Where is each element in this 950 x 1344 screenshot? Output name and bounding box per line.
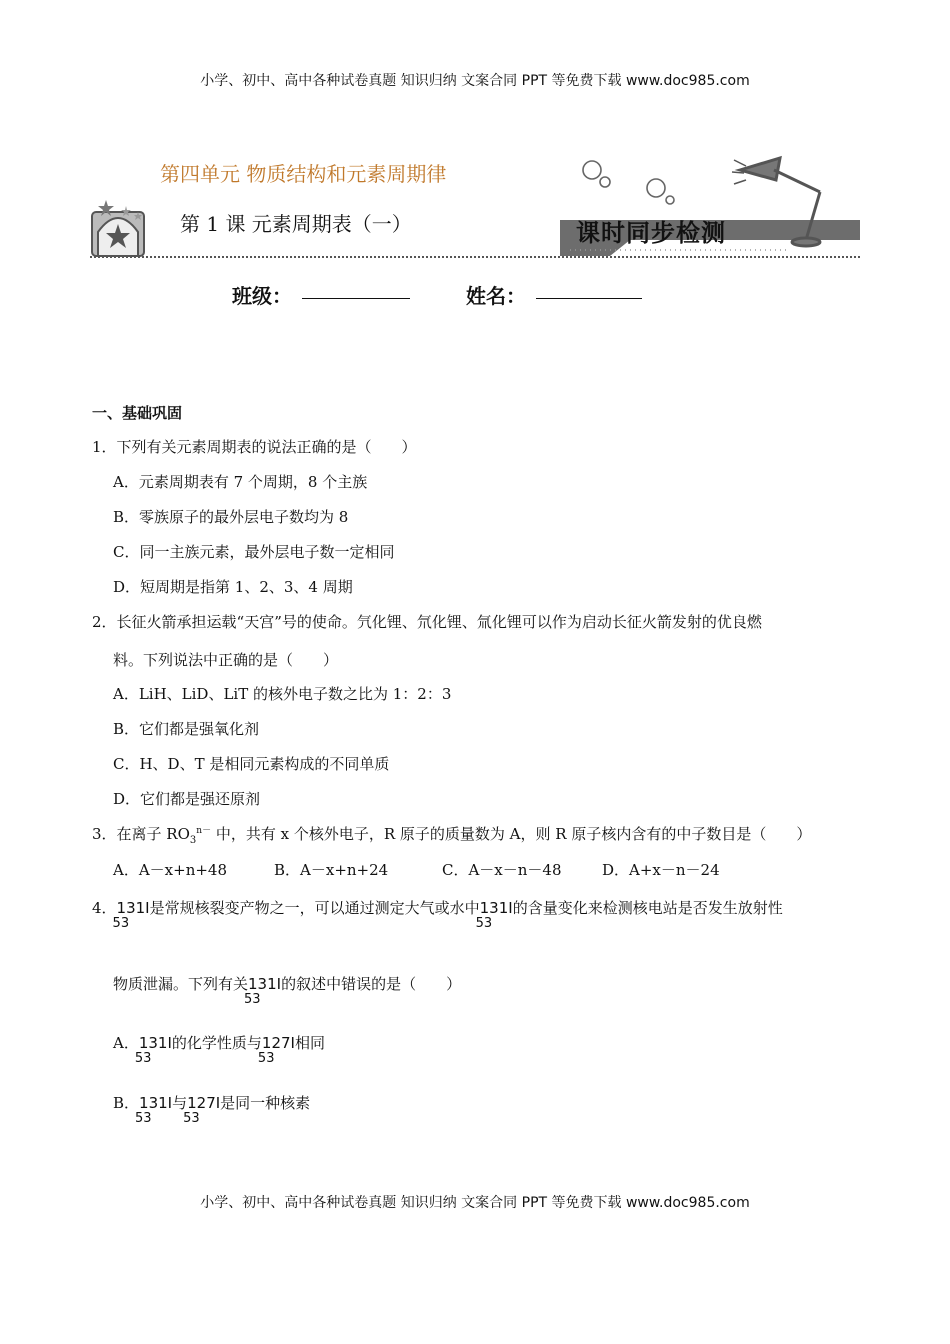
- name-field[interactable]: [536, 298, 642, 299]
- question-2-option-c: C．H、D、T 是相同元素构成的不同单质: [113, 755, 390, 773]
- question-1-option-c: C．同一主族元素，最外层电子数一定相同: [113, 543, 395, 561]
- isotope-i127: 127I 53: [183, 1094, 221, 1126]
- question-1-stem: 1．下列有关元素周期表的说法正确的是（ ）: [92, 438, 417, 456]
- question-4-text-3: 物质泄漏。下列有关: [113, 975, 249, 993]
- question-1-option-b: B．零族原子的最外层电子数均为 8: [113, 508, 349, 526]
- isotope-i131: 131I 53: [134, 1034, 172, 1066]
- page-footer-line: 小学、初中、高中各种试卷真题 知识归纳 文案合同 PPT 等免费下载 www.doc985.com: [200, 1195, 750, 1211]
- question-1-option-a: A．元素周期表有 7 个周期，8 个主族: [113, 473, 368, 491]
- question-3-option-b: B．A－x+n+24: [274, 861, 389, 879]
- section-title: 一、基础巩固: [92, 404, 183, 422]
- question-3-stem: [92, 823, 811, 846]
- question-4-text-1: 是常规核裂变产物之一，可以通过测定大气或水中: [149, 899, 480, 917]
- question-4-text-2: 的含量变化来检测核电站是否发生放射性: [512, 899, 783, 917]
- question-4-stem-line-1: [92, 897, 783, 931]
- question-4-option-b: B．131I 53 与127I 53 是同一种核素: [113, 1094, 311, 1126]
- question-2-option-b: B．它们都是强氧化剂: [113, 720, 260, 738]
- question-3-option-a: A．A－x+n+48: [113, 861, 228, 879]
- question-3-option-c: C．A－x－n－48: [442, 861, 562, 879]
- question-2-stem-line-2: 料。下列说法中正确的是（ ）: [113, 651, 339, 669]
- lesson-title: 第 1 课 元素周期表（一）: [180, 212, 412, 236]
- question-2-option-a: A．LiH、LiD、LiT 的核外电子数之比为 1：2：3: [113, 685, 452, 703]
- question-3-stem-suffix: 中，共有 x 个核外电子，R 原子的质量数为 A，则 R 原子核内含有的中子数目是（ ）: [211, 825, 812, 843]
- class-field[interactable]: [302, 298, 410, 299]
- bubbles-icon: [583, 161, 674, 204]
- isotope-i131: 131I 53: [135, 1094, 173, 1126]
- class-label: 班级：: [232, 284, 292, 308]
- page-header-line: 小学、初中、高中各种试卷真题 知识归纳 文案合同 PPT 等免费下载 www.doc985.com: [200, 73, 750, 89]
- question-3-superscript: n－: [196, 826, 212, 836]
- name-label: 姓名：: [466, 284, 526, 308]
- question-2-stem-line-1: 2．长征火箭承担运载“天宫”号的使命。氕化锂、氘化锂、氚化锂可以作为启动长征火箭发射的优良燃: [92, 613, 762, 631]
- question-3-subscript: 3: [189, 835, 197, 846]
- isotope-i127: 127I 53: [257, 1034, 295, 1066]
- question-1-option-d: D．短周期是指第 1、2、3、4 周期: [113, 578, 353, 596]
- question-3-stem-prefix: 3．在离子 RO: [92, 825, 190, 843]
- isotope-i131: 131I 53: [475, 899, 513, 931]
- star-building-icon: [92, 200, 144, 256]
- isotope-i131: 131I 53: [244, 975, 282, 1007]
- question-3-option-d: D．A+x－n－24: [602, 861, 720, 879]
- unit-title: 第四单元 物质结构和元素周期律: [160, 162, 447, 186]
- question-4-text-4: 的叙述中错误的是（ ）: [281, 975, 462, 993]
- question-4-number: 4．: [92, 899, 117, 917]
- question-4-stem-line-2: [113, 973, 462, 1007]
- question-2-option-d: D．它们都是强还原剂: [113, 790, 261, 808]
- question-4-option-a: A．131I 53 的化学性质与127I 53 相同: [113, 1034, 325, 1066]
- section-badge: 课时同步检测: [576, 219, 726, 247]
- isotope-i131: 131I 53: [112, 899, 150, 931]
